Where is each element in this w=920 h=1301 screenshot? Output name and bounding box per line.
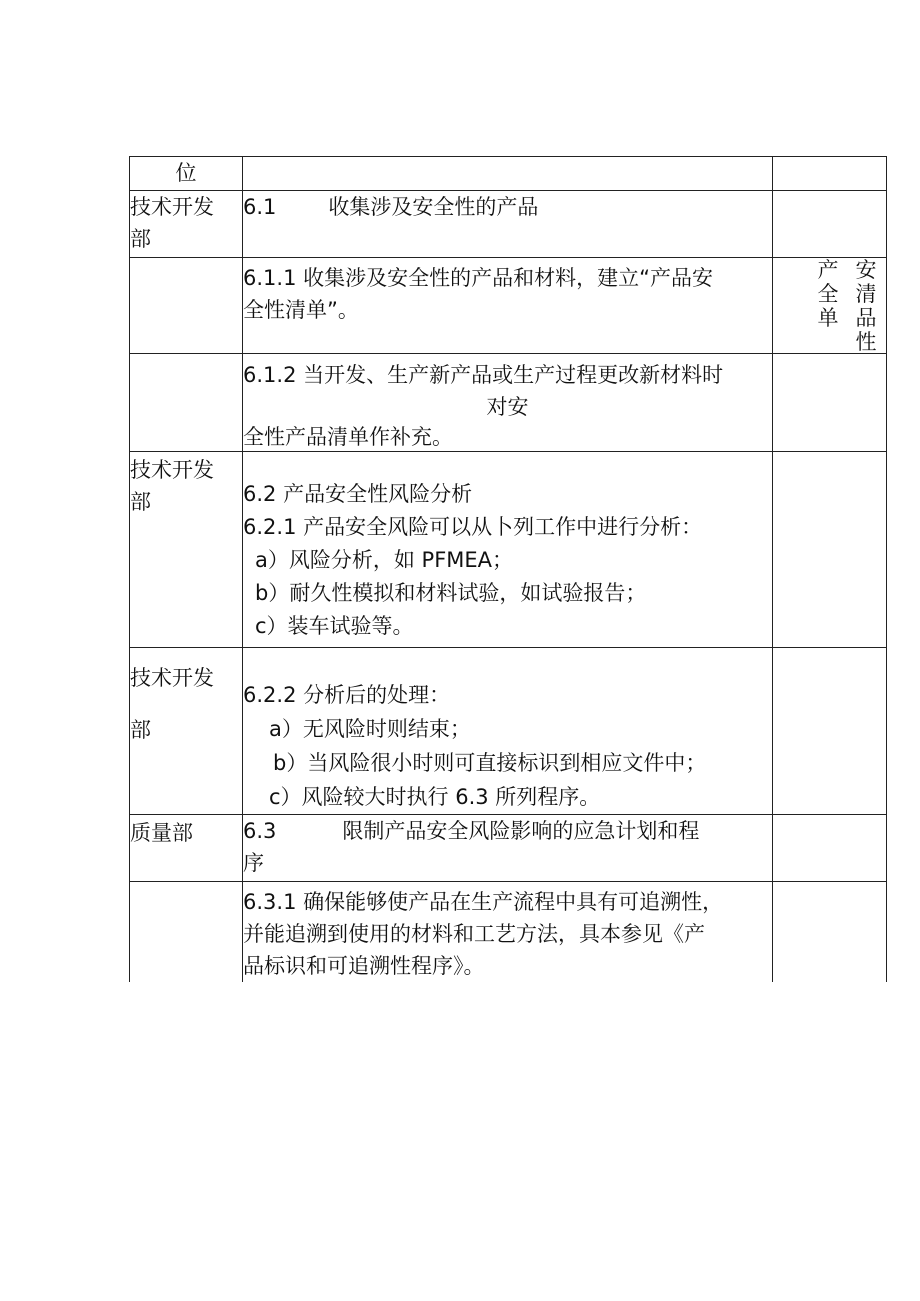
dept-text: 技术开发部	[130, 195, 214, 251]
dept-cell	[130, 354, 243, 452]
table-header-row	[130, 157, 887, 191]
dept-text: 部	[130, 718, 151, 742]
right-cell	[773, 452, 887, 648]
content-cell	[243, 258, 773, 354]
dept-cell	[130, 648, 243, 815]
list-item: a）无风险时则结束；	[269, 717, 471, 741]
header-content-cell	[243, 157, 773, 191]
right-cell	[773, 354, 887, 452]
vertical-char: 品	[855, 306, 877, 330]
section-title: 限制产品安全风险影响的应急计划和程	[342, 819, 700, 843]
content-line: 全性清单”。	[243, 298, 359, 322]
content-line: 品标识和可追溯性程序》。	[243, 954, 485, 978]
vertical-text-a	[817, 258, 839, 330]
content-line: 并能追溯到使用的材料和工艺方法，具本参见《产	[243, 922, 705, 946]
table-row	[130, 191, 887, 258]
vertical-char: 安	[855, 258, 877, 282]
vertical-char: 全	[817, 282, 839, 306]
list-item: b）当风险很小时则可直接标识到相应文件中；	[273, 751, 707, 775]
list-item: b）耐久性模拟和材料试验，如试验报告；	[255, 581, 647, 605]
right-cell	[773, 648, 887, 815]
content-cell	[243, 191, 773, 258]
right-cell	[773, 191, 887, 258]
header-dept-cell	[130, 157, 243, 191]
content-cell	[243, 354, 773, 452]
content-line: 6.1.1 收集涉及安全性的产品和材料，建立“产品安	[243, 266, 713, 290]
dept-text: 质量部	[130, 821, 193, 845]
dept-text: 技术开发	[130, 666, 214, 690]
vertical-text-b	[855, 258, 877, 354]
vertical-char: 单	[817, 306, 839, 330]
content-line: 6.3.1 确保能够使产品在生产流程中具有可追溯性，	[243, 890, 724, 914]
dept-text: 技术开发部	[130, 458, 214, 514]
table-row	[130, 354, 887, 452]
dept-cell	[130, 258, 243, 354]
dept-cell	[130, 882, 243, 983]
content-cell	[243, 882, 773, 983]
header-right-cell	[773, 157, 887, 191]
content-line: 6.1.2 当开发、生产新产品或生产过程更改新材料时	[243, 363, 724, 387]
procedure-table	[129, 156, 887, 982]
list-item: a）风险分析，如 PFMEA；	[255, 548, 514, 572]
vertical-char: 产	[817, 258, 839, 282]
dept-cell	[130, 452, 243, 648]
vertical-char: 性	[855, 330, 877, 354]
section-number: 6.1	[243, 195, 277, 219]
content-line: 6.2 产品安全性风险分析	[243, 482, 473, 506]
section-title-cont: 序	[243, 851, 264, 875]
table-row	[130, 258, 887, 354]
right-cell	[773, 258, 887, 354]
table-row	[130, 815, 887, 882]
content-cell	[243, 452, 773, 648]
content-line: 全性产品清单作补充。	[243, 425, 453, 449]
content-line: 6.2.1 产品安全风险可以从卜列工作中进行分析：	[243, 515, 703, 539]
right-cell	[773, 882, 887, 983]
content-line: 6.2.2 分析后的处理：	[243, 683, 451, 707]
dept-cell	[130, 815, 243, 882]
content-cell	[243, 648, 773, 815]
content-line: 对安	[486, 395, 529, 419]
dept-cell	[130, 191, 243, 258]
section-heading	[243, 815, 772, 847]
header-dept-text: 位	[175, 161, 197, 185]
table-row	[130, 452, 887, 648]
table-row	[130, 882, 887, 983]
list-item: c）风险较大时执行 6.3 所列程序。	[269, 785, 601, 809]
section-number: 6.3	[243, 819, 277, 843]
section-heading	[243, 191, 772, 223]
list-item: c）装车试验等。	[255, 614, 414, 638]
vertical-char: 清	[855, 282, 877, 306]
content-cell	[243, 815, 773, 882]
right-cell	[773, 815, 887, 882]
section-title: 收集涉及安全性的产品	[328, 195, 539, 219]
table-row	[130, 648, 887, 815]
